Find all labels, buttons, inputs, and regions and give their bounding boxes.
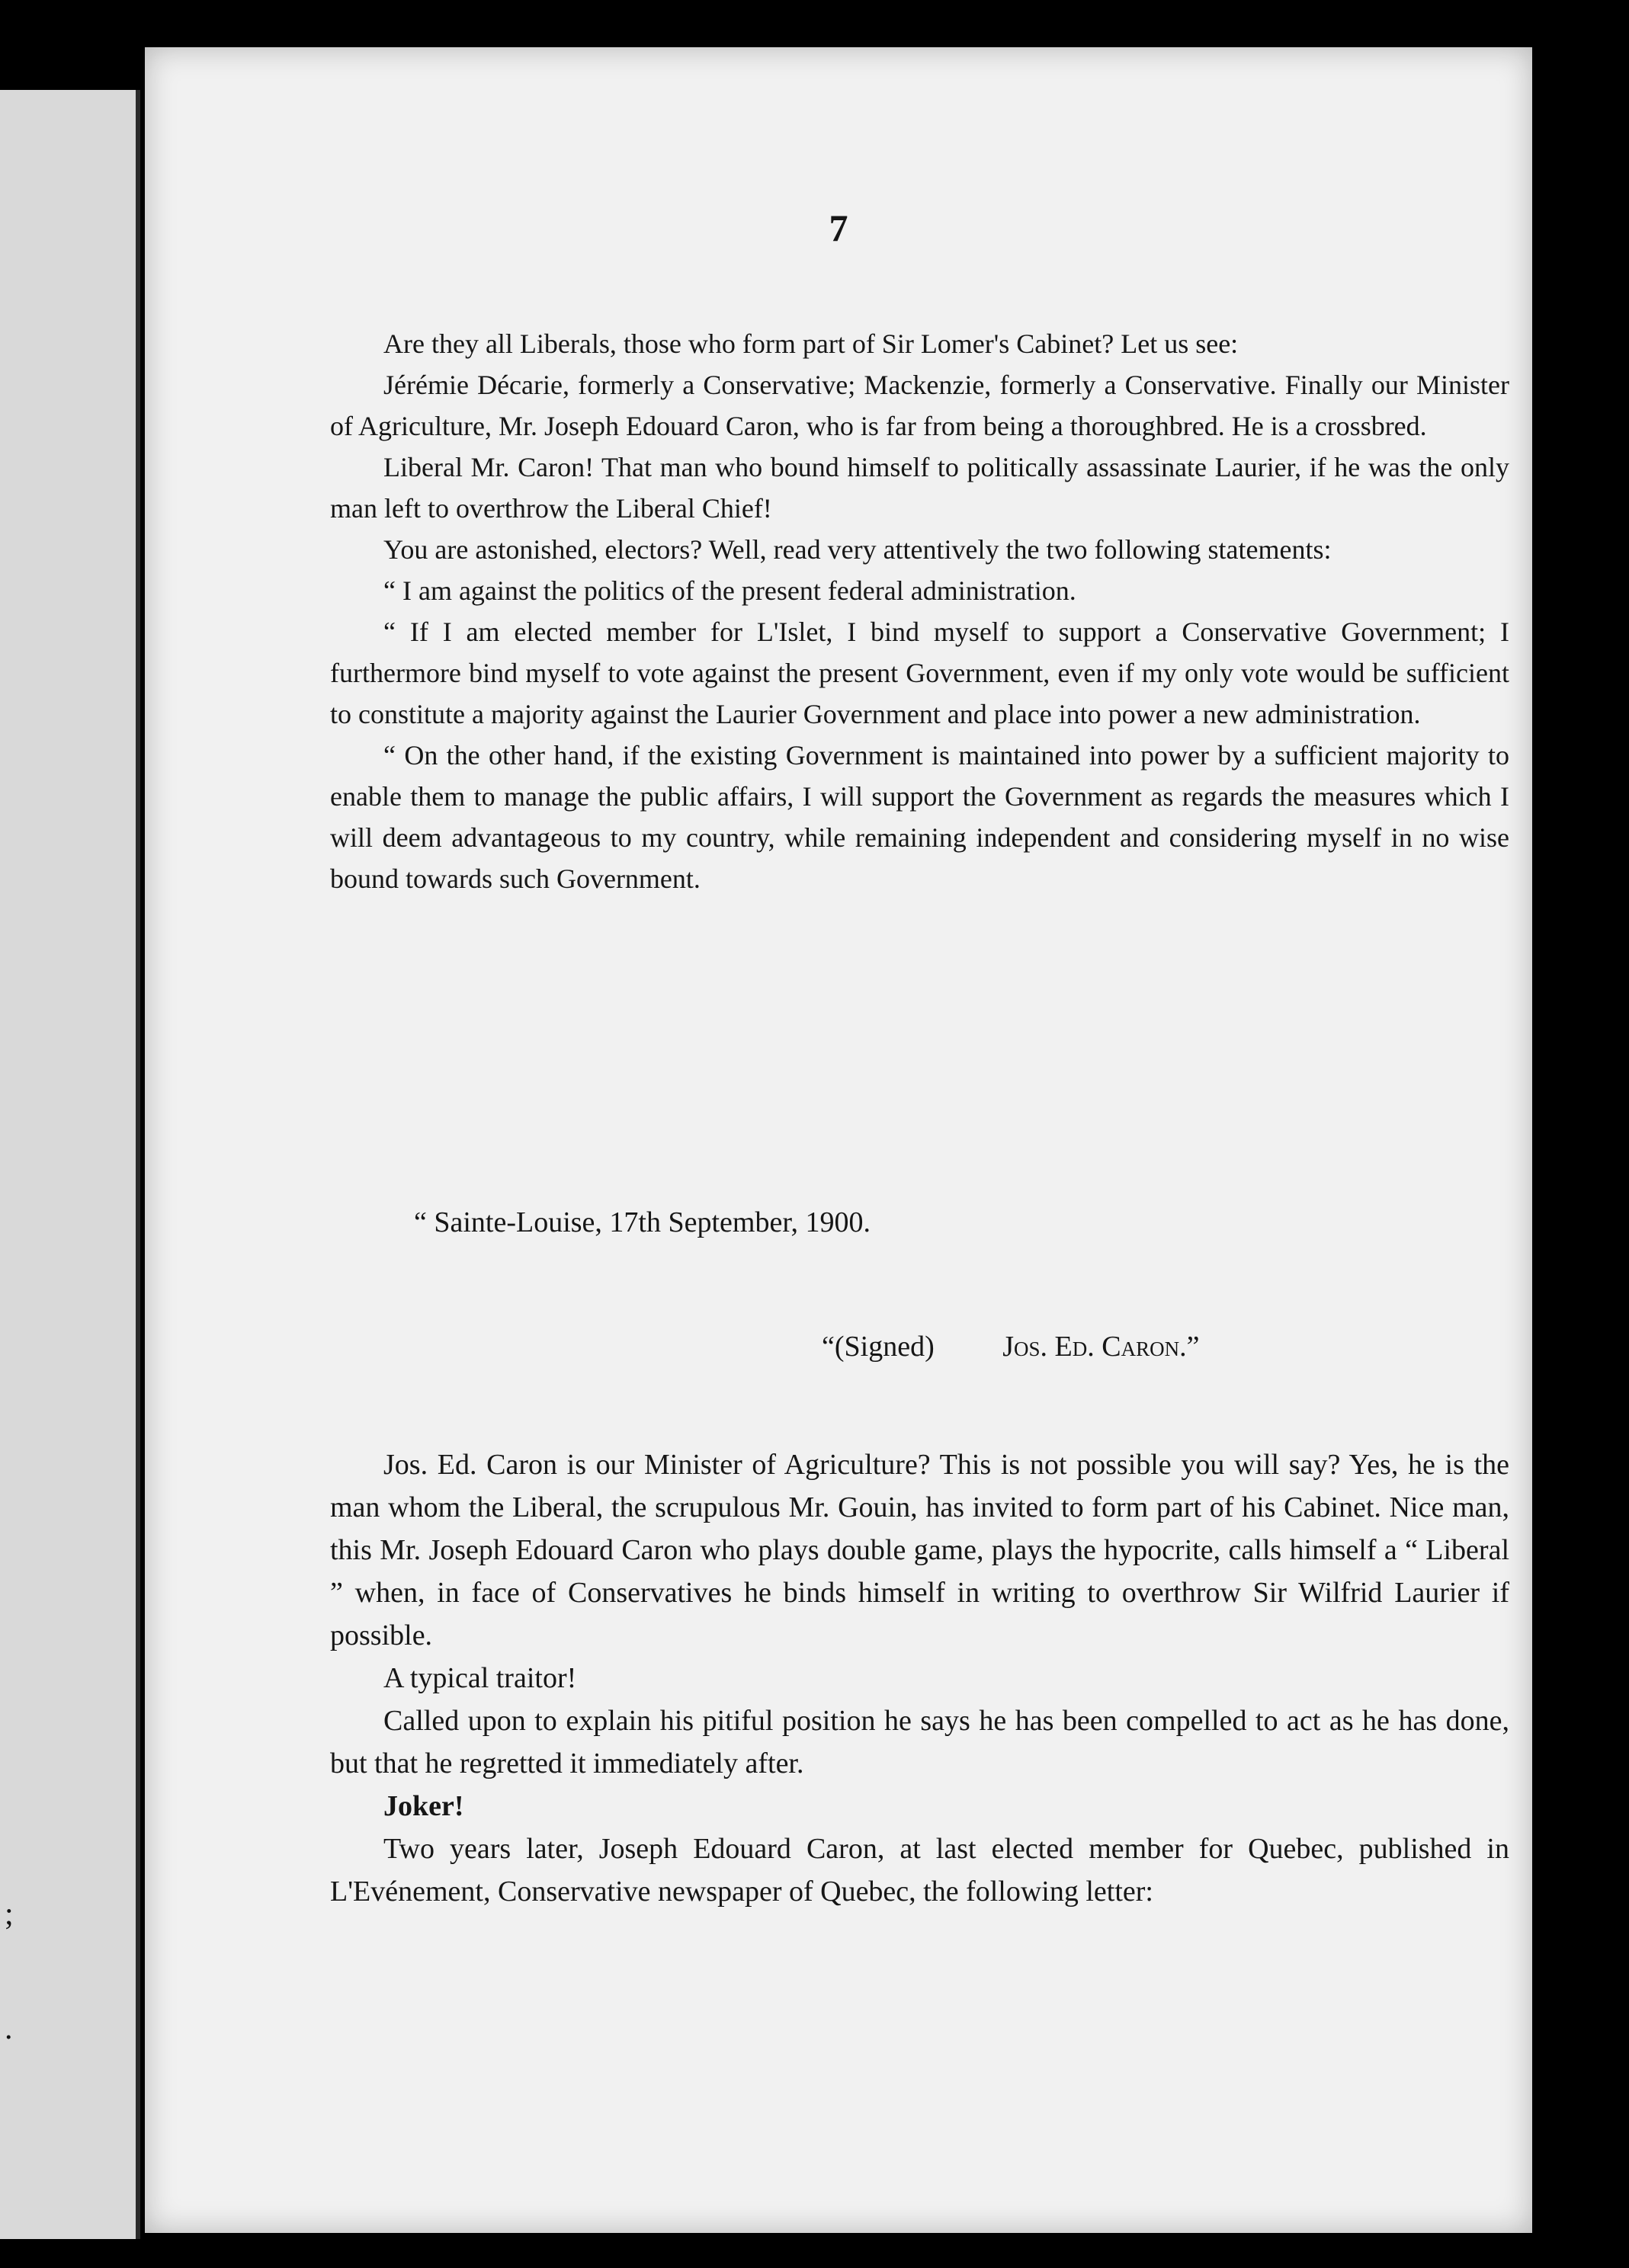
paragraph: A typical traitor!	[383, 1662, 577, 1694]
page-mark: ;	[5, 1897, 14, 1932]
paragraph: Joker!	[383, 1790, 464, 1822]
paragraph: Are they all Liberals, those who form part of Sir Lomer's Cabinet? Let us see:	[383, 328, 1239, 359]
document-page	[145, 47, 1532, 2233]
dateline: “ Sainte-Louise, 17th September, 1900.	[414, 1206, 871, 1238]
paragraph: Jos. Ed. Caron is our Minister of Agriculture? This is not possible you will say? Yes, he is the man whom the Liberal, the scrupulous Mr. Gouin, has invited to form part of his Cabinet. Nice man, this Mr. Joseph Edouard Caron who plays double game, plays the hypocrite, calls himself a “ Liberal ” when, in face of Conservatives he binds himself in writing to overthrow Sir Wilfrid Laurier if possible.	[330, 1449, 1509, 1651]
page-mark: .	[5, 2011, 13, 2046]
page-number: 7	[829, 207, 848, 249]
signatory-name: Jos. Ed. Caron.”	[1002, 1331, 1200, 1363]
body-section-1	[330, 323, 1509, 899]
previous-page-edge	[0, 90, 140, 2239]
paragraph: Two years later, Joseph Edouard Caron, at last elected member for Quebec, published in L'Evénement, Conservative newspaper of Quebec, the following letter:	[330, 1833, 1509, 1908]
paragraph: You are astonished, electors? Well, read very attentively the two following statements:	[383, 534, 1332, 565]
paragraph: Jérémie Décarie, formerly a Conservative; Mackenzie, formerly a Conservative. Finally our Minister of Agriculture, Mr. Joseph Edouard Caron, who is far from being a thoroughbred. He is a crossbred.	[330, 370, 1509, 441]
paragraph: Called upon to explain his pitiful position he says he has been compelled to act as he has done, but that he regretted it immediately after.	[330, 1705, 1509, 1779]
quoted-statement: “ I am against the politics of the present federal administration.	[383, 575, 1076, 606]
signature	[822, 1330, 1199, 1363]
body-section-2	[330, 1443, 1509, 1913]
quoted-statement: “ On the other hand, if the existing Government is maintained into power by a sufficient majority to enable them to manage the public affairs, I will support the Government as regards the measures which I will deem advantageous to my country, while remaining independent and considering myself in no wise bound towards such Government.	[330, 740, 1509, 894]
signed-label: “(Signed)	[822, 1331, 935, 1363]
paragraph: Liberal Mr. Caron! That man who bound himself to politically assassinate Laurier, if he was the only man left to overthrow the Liberal Chief!	[330, 452, 1509, 524]
quoted-statement: “ If I am elected member for L'Islet, I bind myself to support a Conservative Government; I furthermore bind myself to vote against the present Government, even if my only vote would be sufficient to constitute a majority against the Laurier Government and place into power a new administration.	[330, 617, 1509, 729]
